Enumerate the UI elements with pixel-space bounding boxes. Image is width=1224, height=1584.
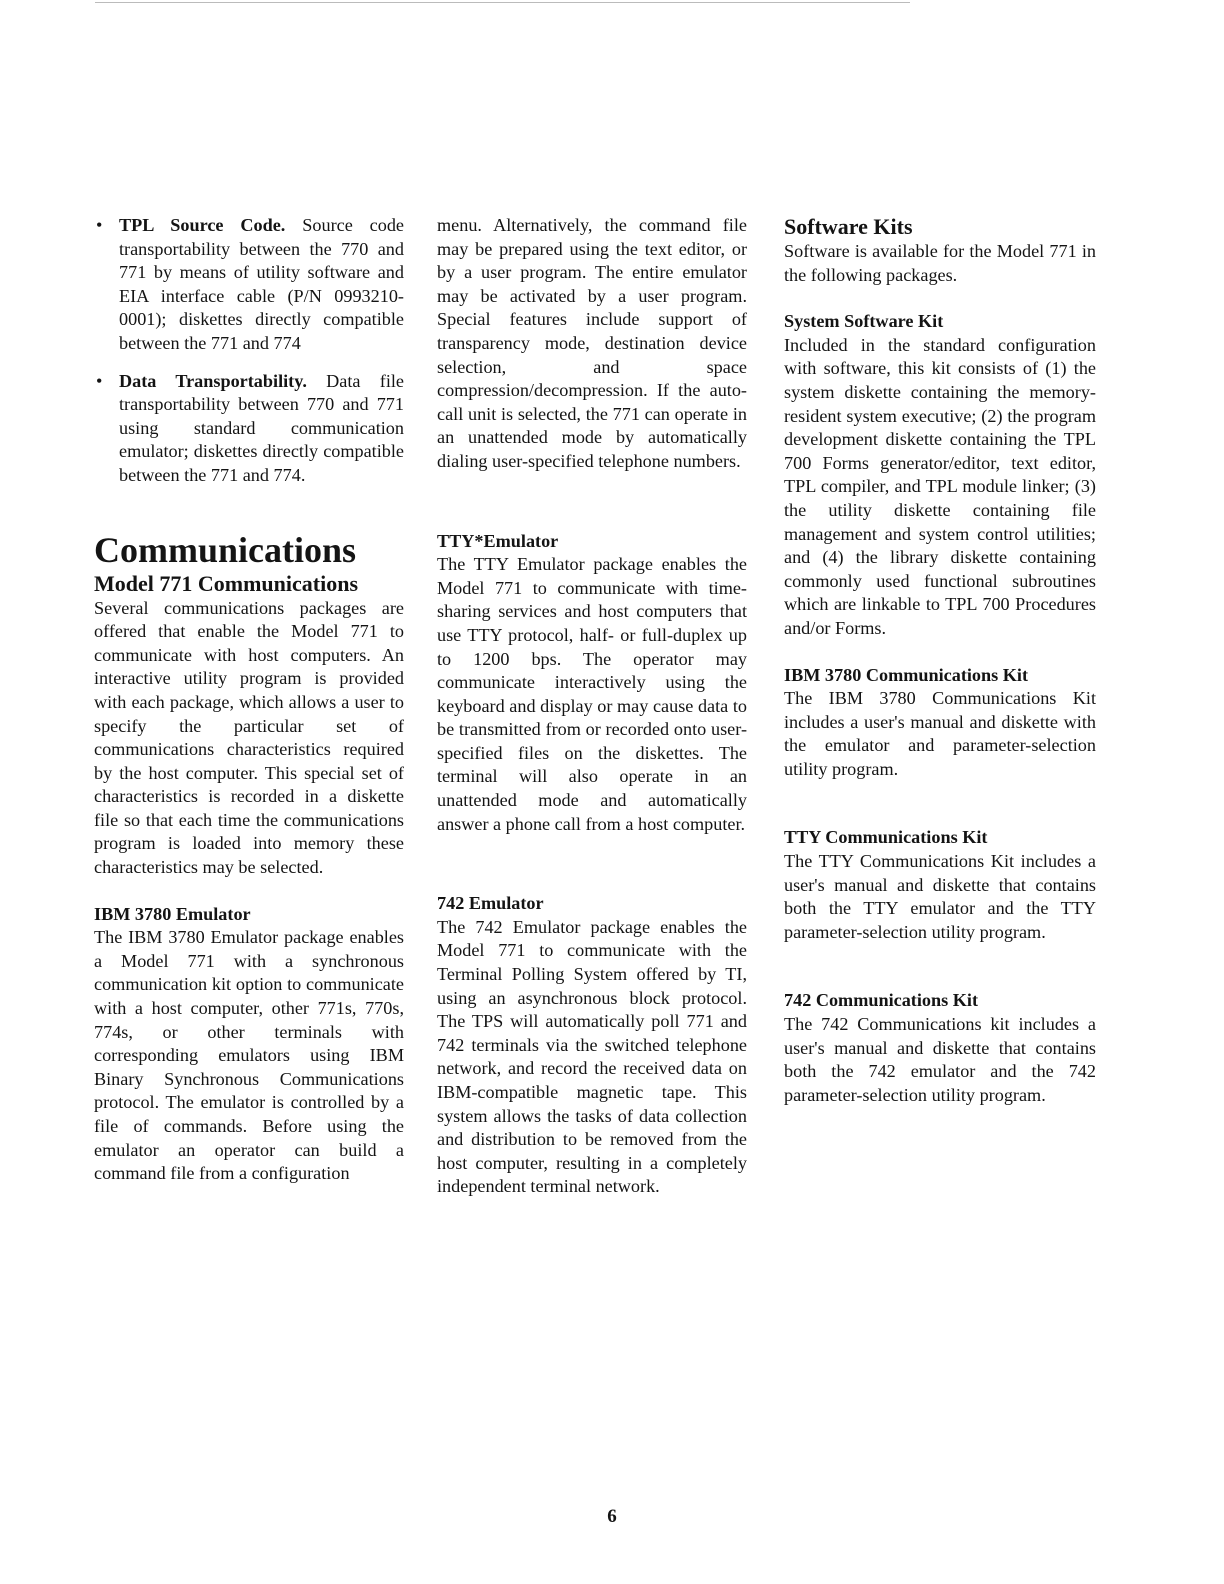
tty-kit-heading: TTY Communications Kit xyxy=(784,827,988,848)
scan-top-rule xyxy=(95,2,910,3)
bullet-lead: Data Transportability. xyxy=(119,370,307,391)
section-title: Communications xyxy=(94,529,357,570)
bullet-text: Data file transportability between 770 and 771 using standard communication emulator; diskettes directly compatible between the 771 and 774. xyxy=(119,370,404,485)
software-kits-title: Software Kits xyxy=(784,214,913,239)
emulator-742-heading: 742 Emulator xyxy=(437,893,544,914)
page-number: 6 xyxy=(607,1506,617,1527)
bullet-text: Source code transportability between the 770 and 771 by means of utility software and EIA interface cable (P/N 0993210-0001); diskettes directly compatible between the 771 and 774 xyxy=(119,215,405,353)
column-left xyxy=(94,214,404,1186)
section-subtitle: Model 771 Communications xyxy=(94,570,358,596)
software-kits-intro: Software is available for the Model 771 in the following packages. xyxy=(784,241,1096,285)
column-middle xyxy=(437,214,747,1199)
ibm-kit-text: The IBM 3780 Communications Kit includes a user's manual and diskette with the emulator and parameter-selection utility program. xyxy=(784,688,1096,779)
list-item xyxy=(94,370,404,488)
intro-paragraph: Several communications packages are offered that enable the Model 771 to communicate with host computers. An interactive utility program is provided with each package, which allows a user to specify the particular set of communications characteristics required by the host computer. This special set of characteristics is recorded in a diskette file so that each time the communications program is loaded into memory these characteristics may be selected. xyxy=(94,597,404,878)
bullet-icon: • xyxy=(96,370,103,391)
ibm-kit-heading: IBM 3780 Communications Kit xyxy=(784,664,1029,685)
ibm-emulator-heading: IBM 3780 Emulator xyxy=(94,903,251,924)
bullet-icon: • xyxy=(96,215,103,235)
column-right xyxy=(784,214,1096,1107)
ibm-emulator-text: The IBM 3780 Emulator package enables a Model 771 with a synchronous communication kit option to communicate with a host computer, other 771s, 770s, 774s, or other terminals with corresponding emulators using IBM Binary Synchronous Communications protocol. The emulator is controlled by a file of commands. Before using the emulator an operator can build a command file from a configuration xyxy=(94,927,404,1184)
kit-742-heading: 742 Communications Kit xyxy=(784,990,979,1011)
emulator-742-text: The 742 Emulator package enables the Model 771 to communicate with the Terminal Polling System offered by TI, using an asynchronous block protocol. The TPS will automatically poll 771 and 742 terminals via the switched telephone network, and record the received data on IBM-compatible magnetic tape. This system allows the tasks of data collection and distribution to be removed from the host computer, resulting in a completely independent terminal network. xyxy=(437,916,747,1197)
bullet-lead: TPL Source Code. xyxy=(119,215,286,235)
list-item xyxy=(94,214,404,356)
continued-paragraph: menu. Alternatively, the command file may be prepared using the text editor, or by a user program. The entire emulator may be activated by a user program. Special features include support of transparency mode, destination device selection, and space compression/decompression. If the auto-call unit is selected, the 771 can operate in an unattended mode by automatically dialing user-specified telephone numbers. xyxy=(437,215,747,471)
tty-emulator-text: The TTY Emulator package enables the Model 771 to communicate with time-sharing services and host computers that use TTY protocol, half- or full-duplex up to 1200 bps. The operator may communicate interactively using the keyboard and display or may cause data to be transmitted from or recorded onto user-specified files on the diskettes. The terminal will also operate in an unattended mode and automatically answer a phone call from a host computer. xyxy=(437,554,747,834)
system-software-kit-text: Included in the standard configuration with software, this kit consists of (1) the system diskette containing the memory-resident system executive; (2) the program development diskette containing the TPL 700 Forms generator/editor, text editor, TPL compiler, and TPL module linker; (3) the utility diskette containing file management and system control utilities; and (4) the library diskette containing commonly used functional subroutines which are linkable to TPL 700 Procedures and/or Forms. xyxy=(784,334,1096,638)
kit-742-text: The 742 Communications kit includes a user's manual and diskette that contains both the 742 emulator and the 742 parameter-selection utility program. xyxy=(784,1014,1096,1105)
tty-kit-text: The TTY Communications Kit includes a user's manual and diskette that contains both the TTY emulator and the TTY parameter-selection utility program. xyxy=(784,851,1096,942)
tty-emulator-heading: TTY*Emulator xyxy=(437,530,559,551)
system-software-kit-heading: System Software Kit xyxy=(784,311,944,332)
transportability-list xyxy=(94,214,404,488)
